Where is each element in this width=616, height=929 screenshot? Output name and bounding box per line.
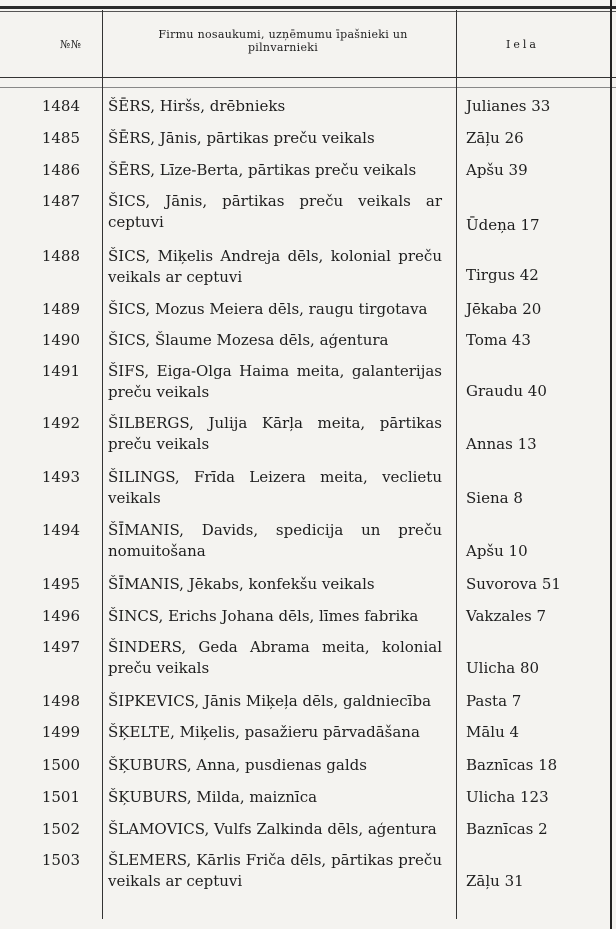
row-firm: ŠICS, Šlaume Mozesa dēls, aģentura: [108, 331, 389, 349]
row-firm: ŠLEMERS, Kārlis Friča dēls, pārtikas preču veikals ar ceptuvi: [108, 851, 442, 890]
row-street: Graudu 40: [466, 382, 547, 400]
top-rule-thin: [0, 11, 616, 12]
top-rule: [0, 6, 616, 9]
row-number: 1501: [41, 788, 80, 806]
row-firm: ŠĪMANIS, Jēkabs, konfekšu veikals: [108, 575, 375, 593]
row-number: 1493: [41, 468, 80, 486]
row-street: Ulicha 80: [466, 659, 540, 677]
row-firm: ŠĒRS, Hiršs, drēbnieks: [108, 97, 286, 115]
row-number: 1499: [41, 723, 80, 741]
header-street: Iela: [506, 38, 539, 51]
row-number: 1497: [41, 638, 80, 656]
page-right-edge: [610, 0, 612, 929]
header-firm: Firmu nosaukumi, uzņēmumu īpašnieki un pilnvarnieki: [158, 28, 408, 54]
header-rule-thin: [0, 87, 616, 88]
column-divider-number: [102, 10, 103, 919]
row-firm: ŠILINGS, Frīda Leizera meita, veclietu veikals: [108, 468, 442, 507]
row-street: Zāļu 31: [466, 872, 524, 890]
row-firm: ŠICS, Miķelis Andreja dēls, kolonial preču veikals ar ceptuvi: [108, 247, 442, 286]
row-firm: ŠLAMOVICS, Vulfs Zalkinda dēls, aģentura: [108, 820, 437, 838]
row-firm: ŠĪMANIS, Davids, spedicija un preču nomuitošana: [108, 521, 442, 560]
row-number: 1486: [41, 161, 80, 179]
row-number: 1484: [41, 97, 80, 115]
row-number: 1502: [41, 820, 80, 838]
row-firm: ŠĒRS, Jānis, pārtikas preču veikals: [108, 129, 375, 147]
row-firm: ŠINDERS, Geda Abrama meita, kolonial preču veikals: [108, 638, 442, 677]
row-number: 1494: [41, 521, 80, 539]
column-divider-street: [456, 10, 457, 919]
row-street: Zāļu 26: [466, 129, 524, 147]
row-number: 1489: [41, 300, 80, 318]
row-number: 1503: [41, 851, 80, 869]
row-street: Julianes 33: [466, 97, 551, 115]
row-number: 1492: [41, 414, 80, 432]
row-number: 1498: [41, 692, 80, 710]
row-street: Apšu 39: [466, 161, 528, 179]
row-number: 1495: [41, 575, 80, 593]
row-firm: ŠĶELTE, Miķelis, pasažieru pārvadāšana: [108, 723, 420, 741]
row-street: Mālu 4: [466, 723, 520, 741]
row-number: 1490: [41, 331, 80, 349]
row-firm: ŠĶUBURS, Anna, pusdienas galds: [108, 756, 367, 774]
row-street: Annas 13: [466, 435, 537, 453]
row-street: Baznīcas 2: [466, 820, 548, 838]
row-street: Toma 43: [466, 331, 531, 349]
row-number: 1487: [41, 192, 80, 210]
row-number: 1491: [41, 362, 80, 380]
row-street: Jēkaba 20: [466, 300, 542, 318]
row-firm: ŠIFS, Eiga-Olga Haima meita, galanterijas preču veikals: [108, 362, 442, 401]
row-firm: ŠĶUBURS, Milda, maiznīca: [108, 788, 318, 806]
row-street: Vakzales 7: [466, 607, 547, 625]
row-street: Apšu 10: [466, 542, 528, 560]
row-street: Suvorova 51: [466, 575, 561, 593]
row-street: Baznīcas 18: [466, 756, 558, 774]
row-number: 1485: [41, 129, 80, 147]
header-rule: [0, 77, 616, 78]
row-firm: ŠĒRS, Līze-Berta, pārtikas preču veikals: [108, 161, 417, 179]
header-number: №№: [60, 38, 82, 51]
row-number: 1488: [41, 247, 80, 265]
row-firm: ŠIPKEVICS, Jānis Miķeļa dēls, galdniecība: [108, 692, 432, 710]
row-street: Siena 8: [466, 489, 523, 507]
row-number: 1496: [41, 607, 80, 625]
row-street: Ulicha 123: [466, 788, 549, 806]
row-firm: ŠILBERGS, Julija Kārļa meita, pārtikas preču veikals: [108, 414, 442, 453]
row-street: Pasta 7: [466, 692, 522, 710]
row-street: Ūdeņa 17: [466, 216, 540, 234]
row-number: 1500: [41, 756, 80, 774]
row-street: Tirgus 42: [466, 266, 539, 284]
row-firm: ŠICS, Jānis, pārtikas preču veikals ar ceptuvi: [108, 192, 442, 231]
row-firm: ŠICS, Mozus Meiera dēls, raugu tirgotava: [108, 300, 428, 318]
row-firm: ŠINCS, Erichs Johana dēls, līmes fabrika: [108, 607, 419, 625]
